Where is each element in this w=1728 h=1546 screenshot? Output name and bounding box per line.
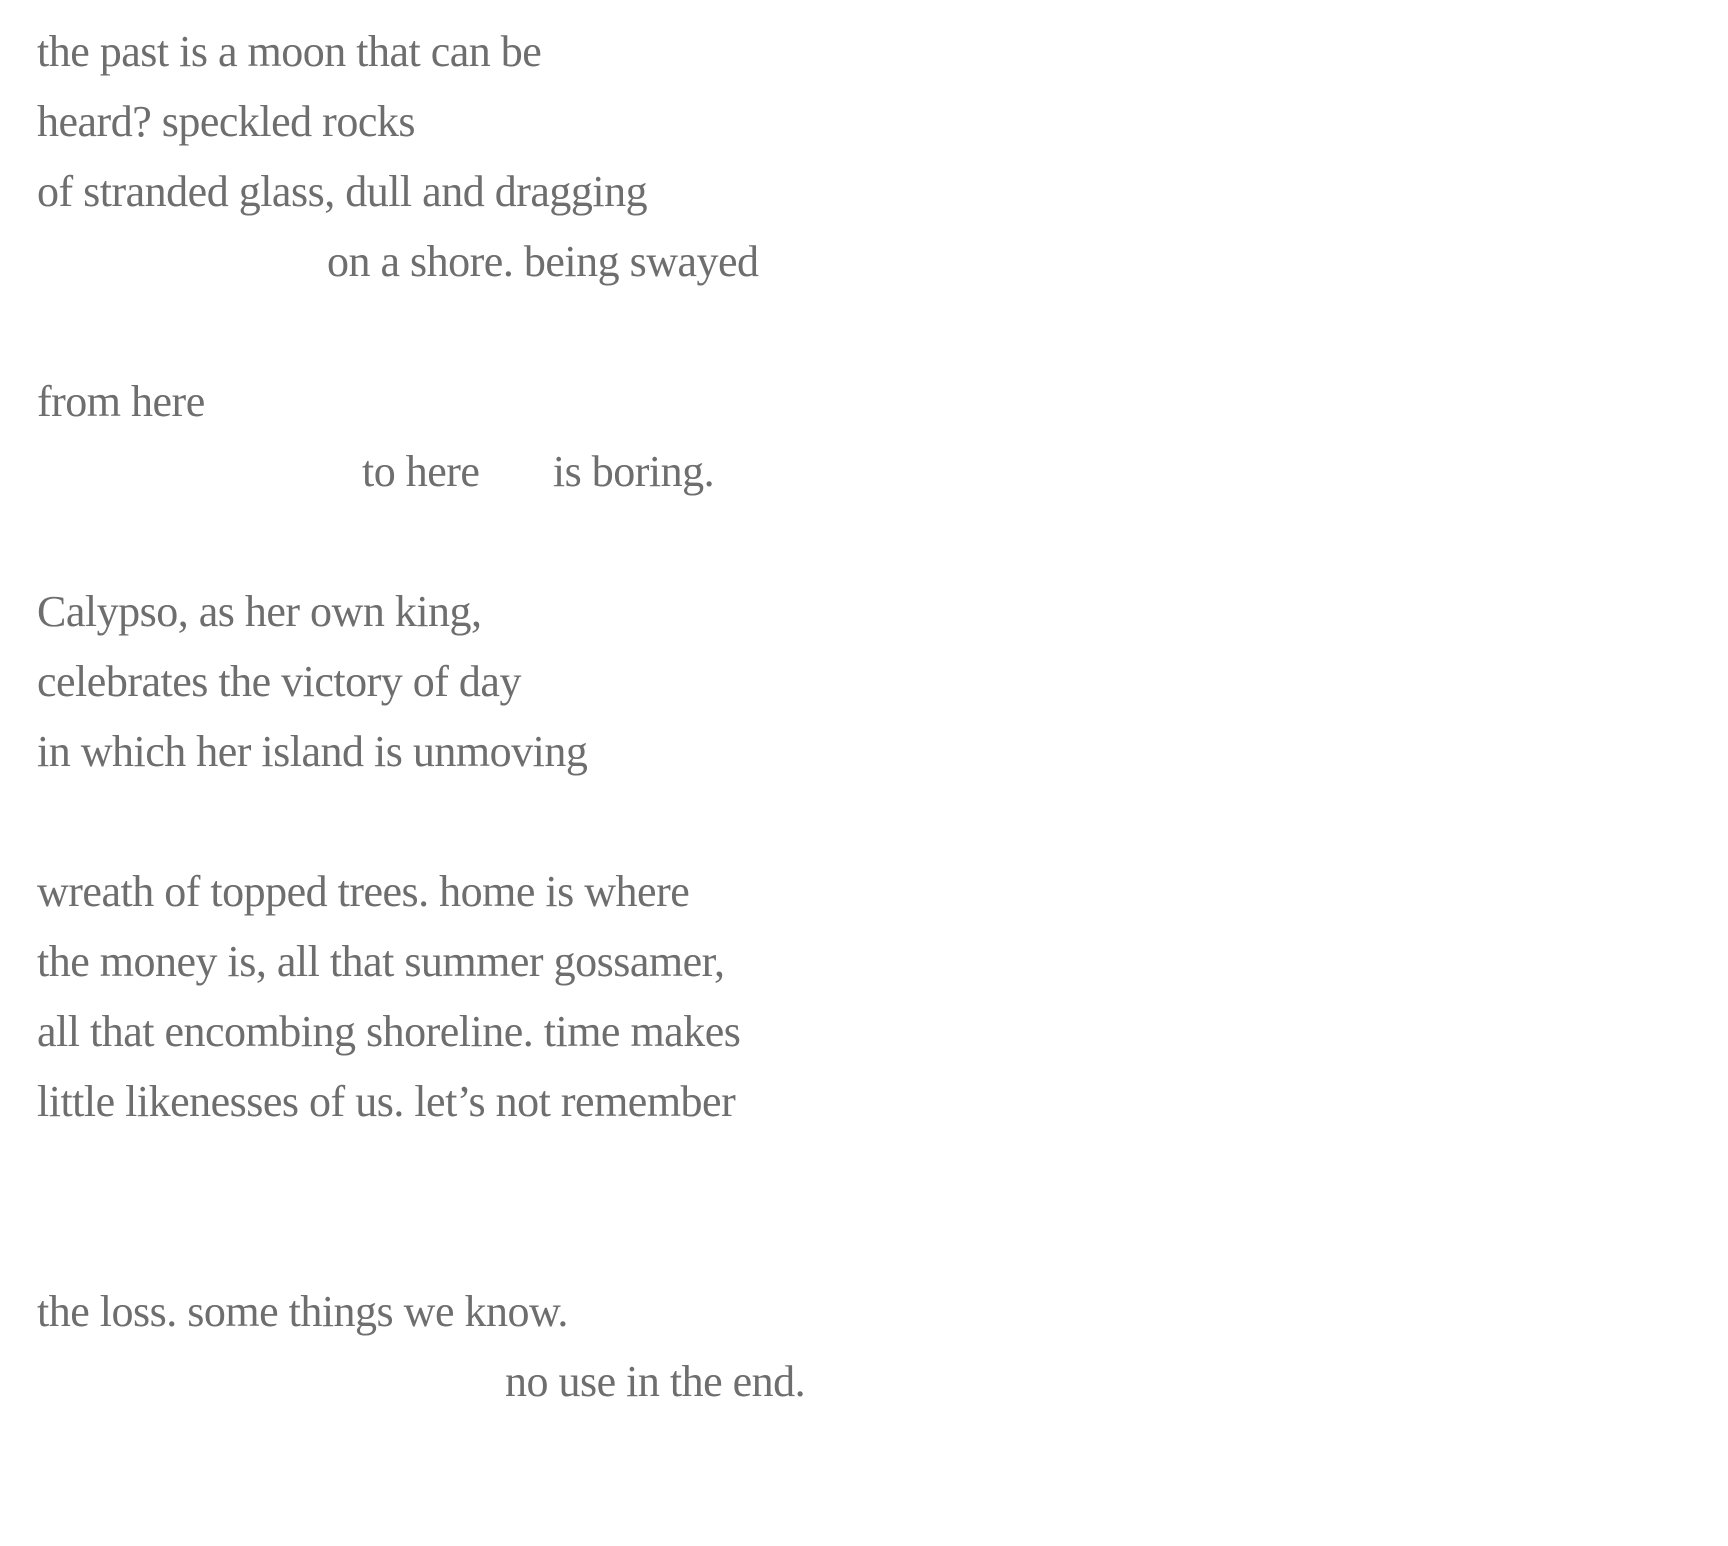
poem-line: Calypso, as her own king, (37, 587, 482, 636)
poem-line: the loss. some things we know. (37, 1287, 568, 1336)
poem-line-blank (37, 507, 805, 577)
poem-line: the money is, all that summer gossamer, (37, 937, 725, 986)
poem-line: all that encombing shoreline. time makes (37, 1007, 741, 1056)
poem-line: heard? speckled rocks (37, 97, 415, 146)
poem-line-blank (37, 787, 805, 857)
poem-line: the past is a moon that can be (37, 27, 542, 76)
poem-line: of stranded glass, dull and dragging (37, 167, 648, 216)
poem-line: wreath of topped trees. home is where (37, 867, 690, 916)
poem-line: on a shore. being swayed (327, 237, 759, 286)
poem-line-blank (37, 297, 805, 367)
poem-line: in which her island is unmoving (37, 727, 588, 776)
poem-line: celebrates the victory of day (37, 657, 521, 706)
poem-line: from here (37, 377, 205, 426)
poem (37, 17, 805, 1417)
poem-line: to here is boring. (362, 447, 715, 496)
poem-line-blank (37, 1207, 805, 1277)
poem-line-blank (37, 1137, 805, 1207)
poem-line: little likenesses of us. let’s not remember (37, 1077, 736, 1126)
poem-line: no use in the end. (505, 1357, 806, 1406)
